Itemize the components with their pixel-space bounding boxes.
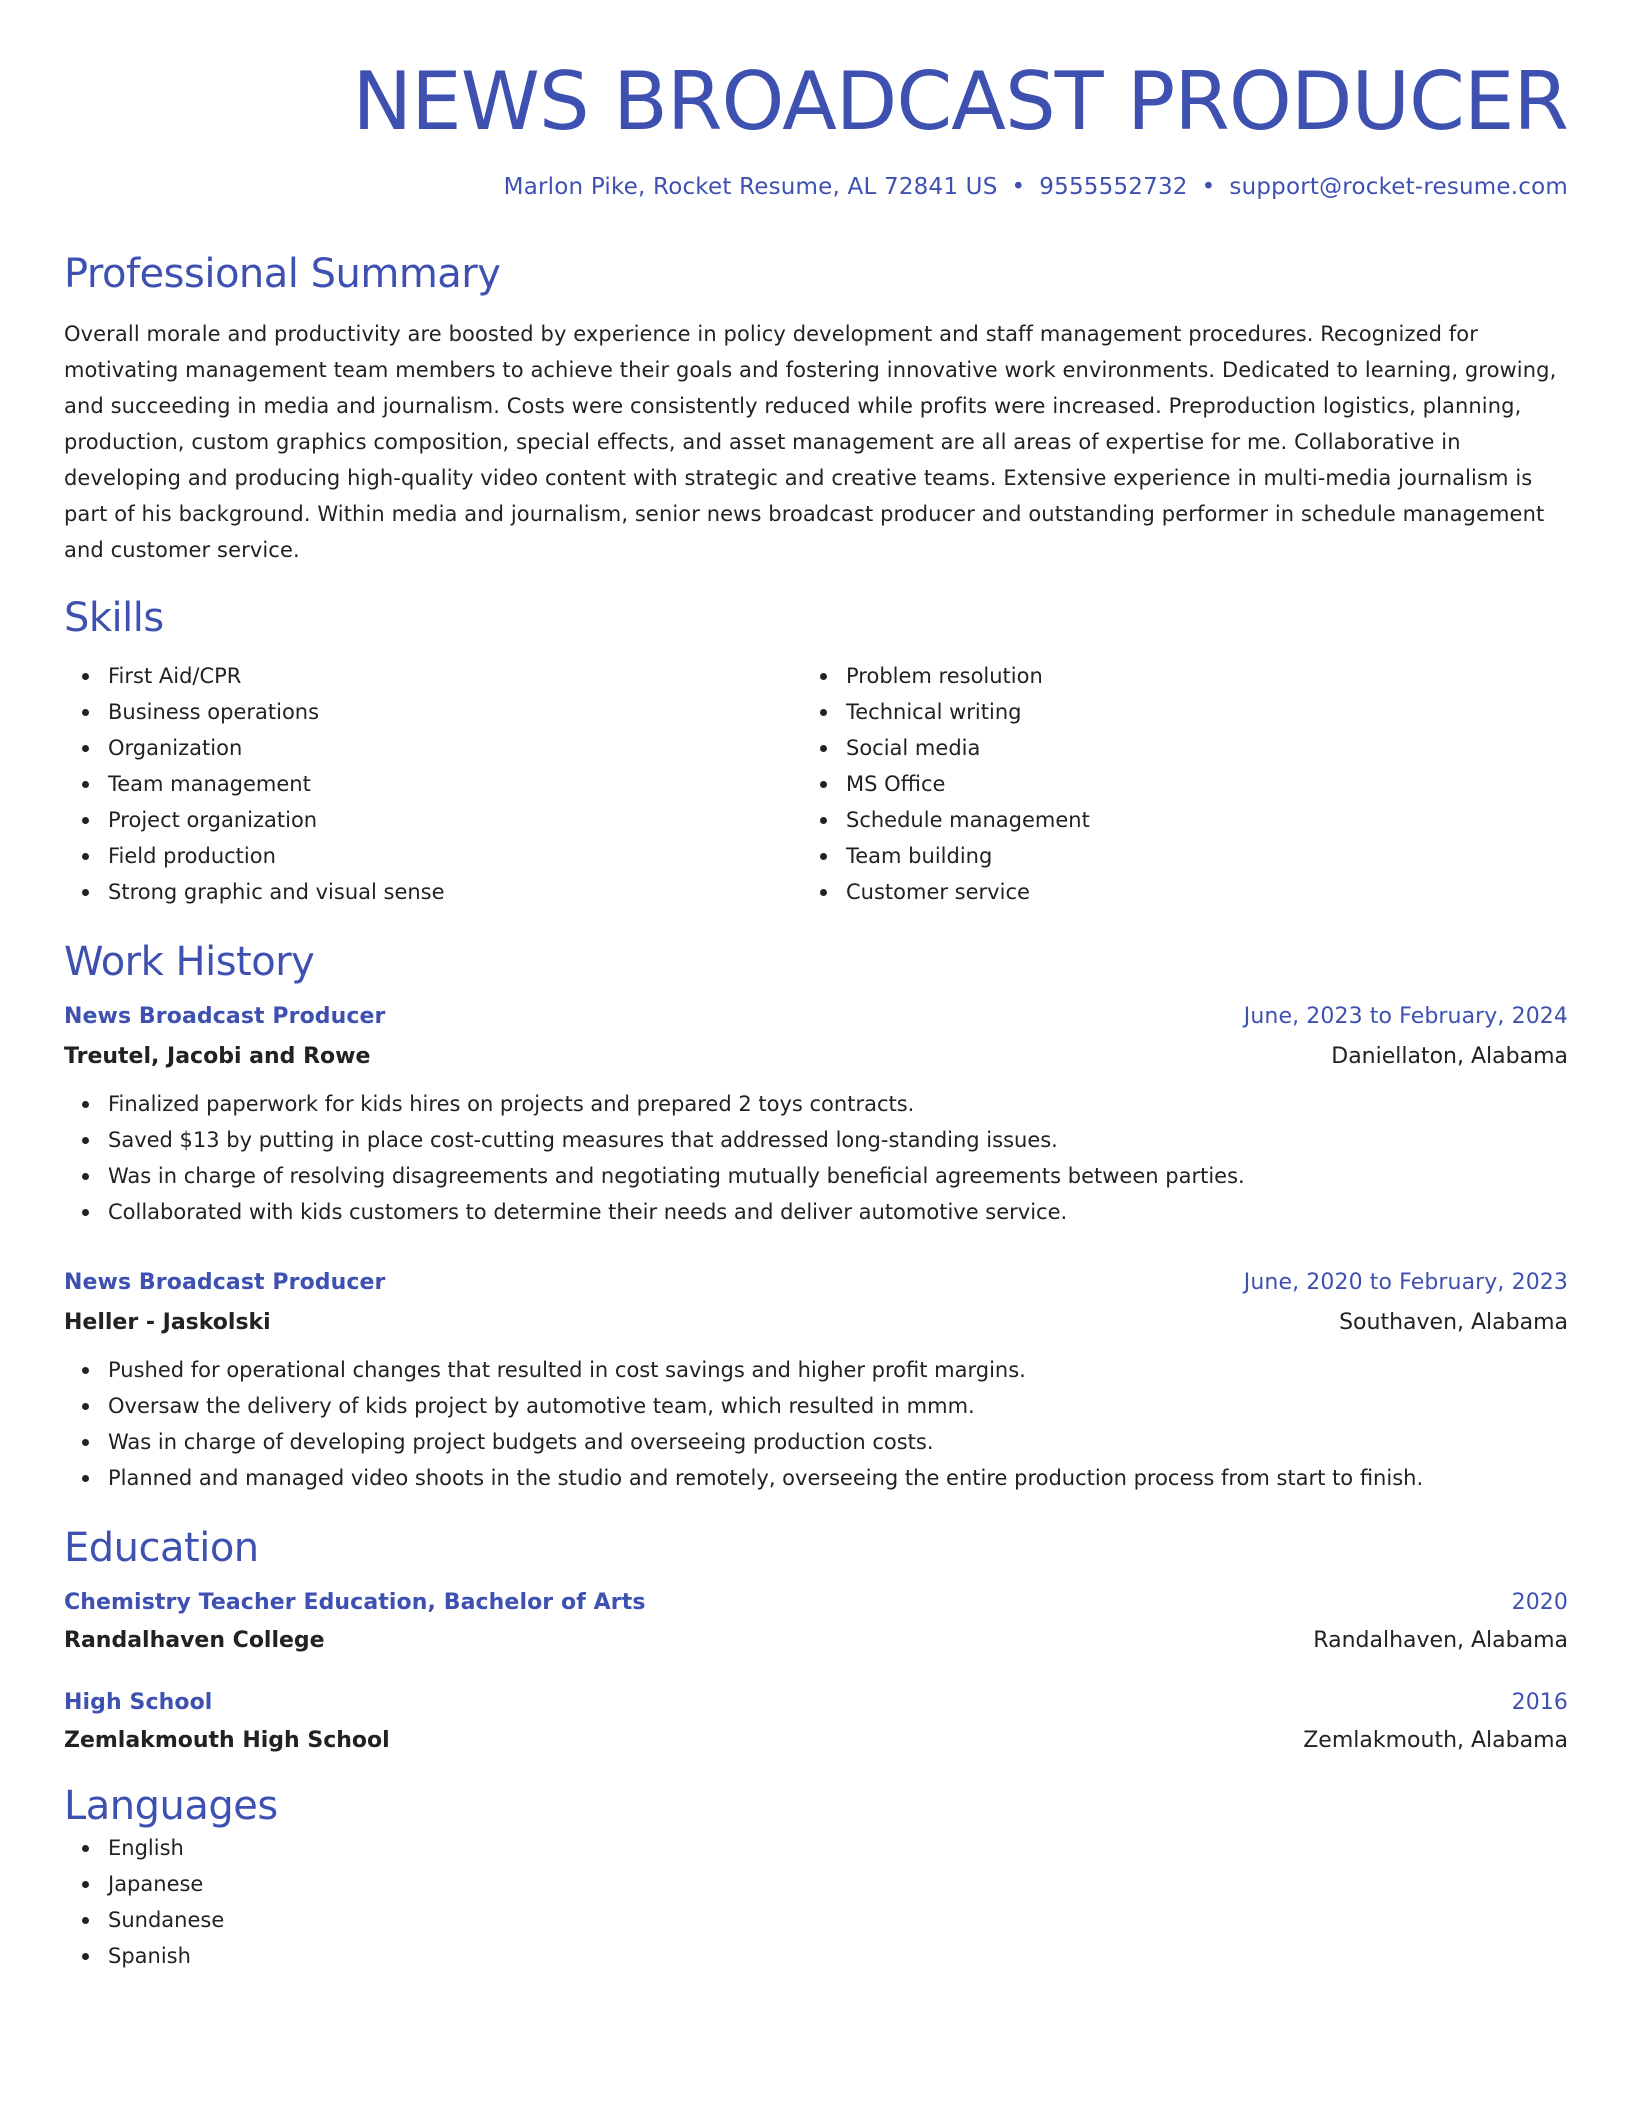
skills-column-right (802, 658, 1540, 910)
contact-phone: 9555552732 (1039, 174, 1188, 200)
job-title: News Broadcast Producer (64, 1004, 386, 1029)
job-header-row (64, 1002, 1568, 1032)
skill-item: Team management (64, 766, 802, 802)
education-degree: Chemistry Teacher Education, Bachelor of Arts (64, 1590, 646, 1615)
job-employer-row (64, 1308, 1568, 1338)
languages-heading: Languages (64, 1783, 278, 1829)
job-location: Daniellaton, Alabama (1331, 1044, 1568, 1069)
work-history-heading: Work History (64, 939, 315, 985)
skills-list-right (802, 658, 1540, 910)
education-year: 2020 (1511, 1590, 1568, 1615)
language-item: Sundanese (64, 1902, 1568, 1938)
resume-header (64, 55, 1568, 200)
skill-item: Organization (64, 730, 802, 766)
job-employer: Treutel, Jacobi and Rowe (64, 1044, 371, 1069)
job-dates: June, 2020 to February, 2023 (1243, 1270, 1568, 1295)
education-year: 2016 (1511, 1690, 1568, 1715)
contact-separator: • (1201, 174, 1216, 200)
skill-item: MS Office (802, 766, 1540, 802)
job-bullets (64, 1352, 1568, 1496)
skill-item: Team building (802, 838, 1540, 874)
skills-list-left (64, 658, 802, 910)
education-location: Randalhaven, Alabama (1313, 1628, 1568, 1653)
summary-text: Overall morale and productivity are boosted by experience in policy development and staff management procedures. Recognized for motivating management team members to achieve their goals and fostering innovative work environments. Dedicated to learning, growing, and succeeding in media and journalism. Costs were consistently reduced while profits were increased. Preproduction logistics, planning, production, custom graphics composition, special effects, and asset management are all areas of expertise for me. Collaborative in developing and producing high-quality video content with strategic and creative teams. Extensive experience in multi-media journalism is part of his background. Within media and journalism, senior news broadcast producer and outstanding performer in schedule management and customer service. (64, 322, 1557, 562)
language-item: English (64, 1830, 1568, 1866)
skill-item: Field production (64, 838, 802, 874)
education-entry (64, 1588, 1568, 1656)
skill-item: Problem resolution (802, 658, 1540, 694)
skill-item: Strong graphic and visual sense (64, 874, 802, 910)
contact-line (64, 174, 1568, 200)
languages-list (64, 1830, 1568, 1974)
skill-item: Social media (802, 730, 1540, 766)
job-bullet: Collaborated with kids customers to determine their needs and deliver automotive service. (64, 1194, 1568, 1230)
job-entry (64, 1268, 1568, 1496)
skills-column-left (64, 658, 802, 910)
summary-heading: Professional Summary (64, 251, 501, 297)
education-entry (64, 1688, 1568, 1756)
education-school: Randalhaven College (64, 1628, 325, 1653)
education-heading: Education (64, 1525, 259, 1571)
skill-item: Customer service (802, 874, 1540, 910)
job-bullet: Pushed for operational changes that resulted in cost savings and higher profit margins. (64, 1352, 1568, 1388)
skill-item: Project organization (64, 802, 802, 838)
job-bullet: Planned and managed video shoots in the studio and remotely, overseeing the entire production process from start to finish. (64, 1460, 1568, 1496)
contact-address: Marlon Pike, Rocket Resume, AL 72841 US (503, 174, 998, 200)
skill-item: Business operations (64, 694, 802, 730)
skill-item: Schedule management (802, 802, 1540, 838)
job-employer-row (64, 1042, 1568, 1072)
job-employer: Heller - Jaskolski (64, 1310, 271, 1335)
education-school: Zemlakmouth High School (64, 1728, 390, 1753)
language-item: Spanish (64, 1938, 1568, 1974)
job-location: Southaven, Alabama (1339, 1310, 1568, 1335)
education-school-row (64, 1626, 1568, 1656)
skills-heading: Skills (64, 595, 164, 641)
job-bullet: Finalized paperwork for kids hires on projects and prepared 2 toys contracts. (64, 1086, 1568, 1122)
education-degree: High School (64, 1690, 213, 1715)
job-bullet: Saved $13 by putting in place cost-cutting measures that addressed long-standing issues. (64, 1122, 1568, 1158)
job-header-row (64, 1268, 1568, 1298)
skill-item: First Aid/CPR (64, 658, 802, 694)
education-header-row (64, 1688, 1568, 1718)
job-title-heading: NEWS BROADCAST PRODUCER (352, 55, 1568, 148)
skill-item: Technical writing (802, 694, 1540, 730)
job-title: News Broadcast Producer (64, 1270, 386, 1295)
education-location: Zemlakmouth, Alabama (1303, 1728, 1568, 1753)
contact-separator: • (1011, 174, 1026, 200)
language-item: Japanese (64, 1866, 1568, 1902)
job-bullet: Oversaw the delivery of kids project by automotive team, which resulted in mmm. (64, 1388, 1568, 1424)
skills-grid (64, 658, 1568, 910)
job-bullet: Was in charge of developing project budgets and overseeing production costs. (64, 1424, 1568, 1460)
contact-email[interactable]: support@rocket-resume.com (1229, 174, 1568, 200)
job-dates: June, 2023 to February, 2024 (1243, 1004, 1568, 1029)
education-header-row (64, 1588, 1568, 1618)
job-bullets (64, 1086, 1568, 1230)
job-entry (64, 1002, 1568, 1230)
job-bullet: Was in charge of resolving disagreements and negotiating mutually beneficial agreements between parties. (64, 1158, 1568, 1194)
education-school-row (64, 1726, 1568, 1756)
